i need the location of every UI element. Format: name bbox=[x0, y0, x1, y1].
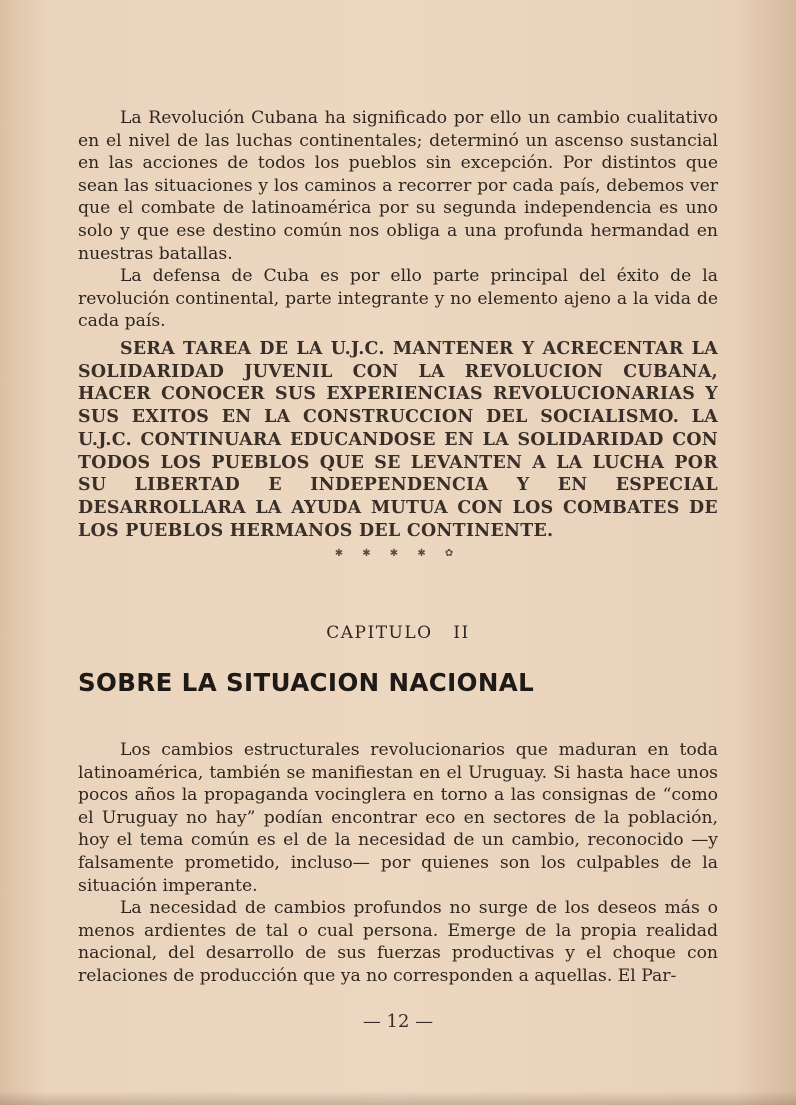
page-number: — 12 — bbox=[362, 1011, 434, 1032]
paragraph: Los cambios estructurales revolucionarios que maduran en toda latinoamérica, también se manifiestan en el Uruguay. Si hasta hace unos pocos años la propaganda vocinglera en torno a las consignas de “como el Uruguay no hay” podían encontrar eco en sectores de la población, hoy el tema común es el de la necesidad de un cambio, reconocido —y falsamente prometido, incluso— por quienes son los culpables de la situación imperante. bbox=[78, 740, 718, 896]
resolution-text bbox=[78, 338, 718, 542]
chapter-title: SOBRE LA SITUACION NACIONAL bbox=[78, 668, 535, 697]
paragraph: La Revolución Cubana ha significado por ello un cambio cualitativo en el nivel de las luchas continentales; determinó un ascenso sustancial en las acciones de todos los pueblos sin excepción. Por distintos que sean las situaciones y los caminos a recorrer por cada país, debemos ver que el combate de latinoamérica por su segunda independencia es uno solo y que ese destino común nos obliga a una profunda hermandad en nuestras batallas. bbox=[78, 108, 718, 264]
chapter-label: CAPITULO II bbox=[326, 623, 470, 643]
intro-text bbox=[78, 107, 718, 333]
section-ornament: ✱ ✱ ✱ ✱ ✿ bbox=[334, 548, 462, 559]
paragraph: La defensa de Cuba es por ello parte principal del éxito de la revolución continental, parte integrante y no elemento ajeno a la vida de cada país. bbox=[78, 266, 718, 332]
body-text bbox=[78, 739, 718, 988]
resolution-paragraph: SERA TAREA DE LA U.J.C. MANTENER Y ACRECENTAR LA SOLIDARIDAD JUVENIL CON LA REVOLUCION CUBANA, HACER CONOCER SUS EXPERIENCIAS REVOLUCIONARIAS Y SUS EXITOS EN LA CONSTRUCCION DEL SOCIALISMO. LA U.J.C. CONTINUARA EDUCANDOSE EN LA SOLIDARIDAD CON TODOS LOS PUEBLOS QUE SE LEVANTEN A LA LUCHA POR SU LIBERTAD E INDEPENDENCIA Y EN ESPECIAL DESARROLLARA LA AYUDA MUTUA CON LOS COMBATES DE LOS PUEBLOS HERMANOS DEL CONTINENTE. bbox=[78, 339, 718, 541]
paragraph: La necesidad de cambios profundos no surge de los deseos más o menos ardientes de tal o cual persona. Emerge de la propia realidad nacional, del desarrollo de sus fuerzas productivas y el choque con relaciones de producción que ya no corresponden a aquellas. El Par- bbox=[78, 898, 718, 986]
